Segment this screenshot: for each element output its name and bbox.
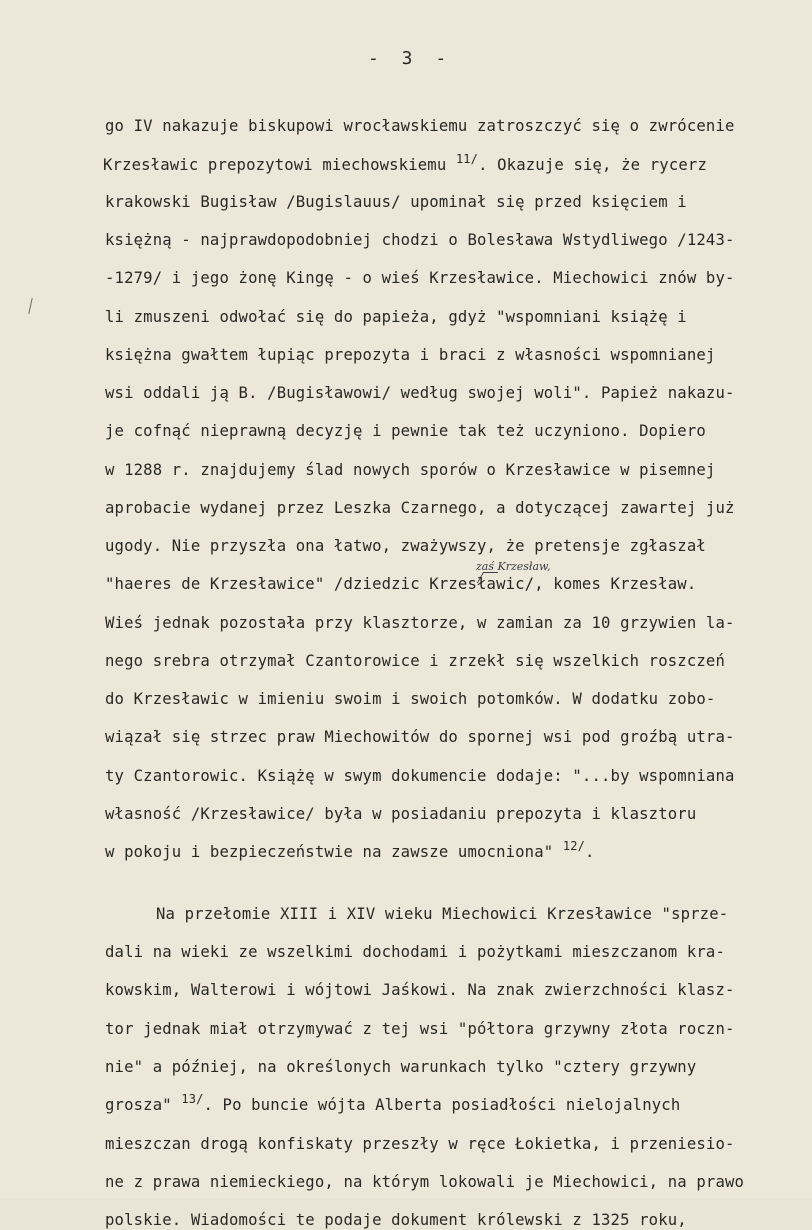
- text-line: li zmuszeni odwołać się do papieża, gdyż "wspomniani książę i: [105, 308, 687, 326]
- text-line: ne z prawa niemieckiego, na którym lokowali je Miechowici, na prawo: [105, 1173, 745, 1191]
- text-line: mieszczan drogą konfiskaty przeszły w ręce Łokietka, i przeniesio-: [105, 1135, 735, 1153]
- text-line: go IV nakazuje biskupowi wrocławskiemu zatroszczyć się o zwrócenie: [105, 117, 735, 135]
- page-number: - 3 -: [368, 48, 453, 69]
- text-line: aprobacie wydanej przez Leszka Czarnego, a dotyczącej zawartej już: [105, 499, 735, 517]
- text-line: krakowski Bugisław /Bugislauus/ upominał się przed księciem i: [105, 193, 687, 211]
- text-line: dali na wieki ze wszelkimi dochodami i pożytkami mieszczanom kra-: [105, 943, 725, 961]
- text-line: grosza" $^{13/}$. Po buncie wójta Alberta posiadłości nielojalnych: [105, 1092, 681, 1114]
- text-line: w pokoju i bezpieczeństwie na zawsze umocniona" $^{12/}$.: [105, 839, 595, 861]
- handwritten-annotation: zaś Krzesław,: [476, 560, 551, 573]
- text-line: ty Czantorowic. Książę w swym dokumencie dodaje: "...by wspomniana: [105, 767, 735, 785]
- footnote-ref: 11/: [455, 152, 479, 166]
- text-line: kowskim, Walterowi i wójtowi Jaśkowi. Na znak zwierzchności klasz-: [105, 981, 735, 999]
- text-line: je cofnąć nieprawną decyzję i pewnie tak też uczyniono. Dopiero: [105, 422, 706, 440]
- footnote-ref: 13/: [181, 1092, 204, 1106]
- text-line: -1279/ i jego żonę Kingę - o wieś Krzesławice. Miechowici znów by-: [105, 269, 735, 287]
- text-line: księżna gwałtem łupiąc prepozyta i braci z własności wspomnianej: [105, 346, 716, 364]
- footnote-ref: 12/: [562, 839, 585, 853]
- text-line: nie" a później, na określonych warunkach tylko "cztery grzywny: [105, 1058, 697, 1076]
- text-line: nego srebra otrzymał Czantorowice i zrzekł się wszelkich roszczeń: [105, 652, 725, 670]
- text-line: księżną - najprawdopodobniej chodzi o Bolesława Wstydliwego /1243-: [105, 231, 735, 249]
- text-line: ugody. Nie przyszła ona łatwo, zważywszy, że pretensje zgłaszał: [105, 537, 706, 555]
- text-line: Krzesławic prepozytowi miechowskiemu $^{11/}$. Okazuje się, że rycerz: [103, 152, 707, 174]
- text-line: "haeres de Krzesławice" /dziedzic Krzesławic/, komes Krzesław.: [105, 575, 697, 593]
- text-line: Wieś jednak pozostała przy klasztorze, w zamian za 10 grzywien la-: [105, 614, 735, 632]
- margin-mark: [28, 298, 32, 314]
- text-line: wsi oddali ją B. /Bugisławowi/ według swojej woli". Papież nakazu-: [105, 384, 735, 402]
- text-line: do Krzesławic w imieniu swoim i swoich potomków. W dodatku zobo-: [105, 690, 716, 708]
- text-line: w 1288 r. znajdujemy ślad nowych sporów o Krzesławice w pisemnej: [105, 461, 716, 479]
- text-line: tor jednak miał otrzymywać z tej wsi "półtora grzywny złota roczn-: [105, 1020, 735, 1038]
- text-line: polskie. Wiadomości te podaje dokument królewski z 1325 roku,: [105, 1211, 687, 1229]
- text-line: Na przełomie XIII i XIV wieku Miechowici Krzesławice "sprze-: [156, 905, 729, 923]
- text-line: własność /Krzesławice/ była w posiadaniu prepozyta i klasztoru: [105, 805, 697, 823]
- text-line: wiązał się strzec praw Miechowitów do spornej wsi pod groźbą utra-: [105, 728, 735, 746]
